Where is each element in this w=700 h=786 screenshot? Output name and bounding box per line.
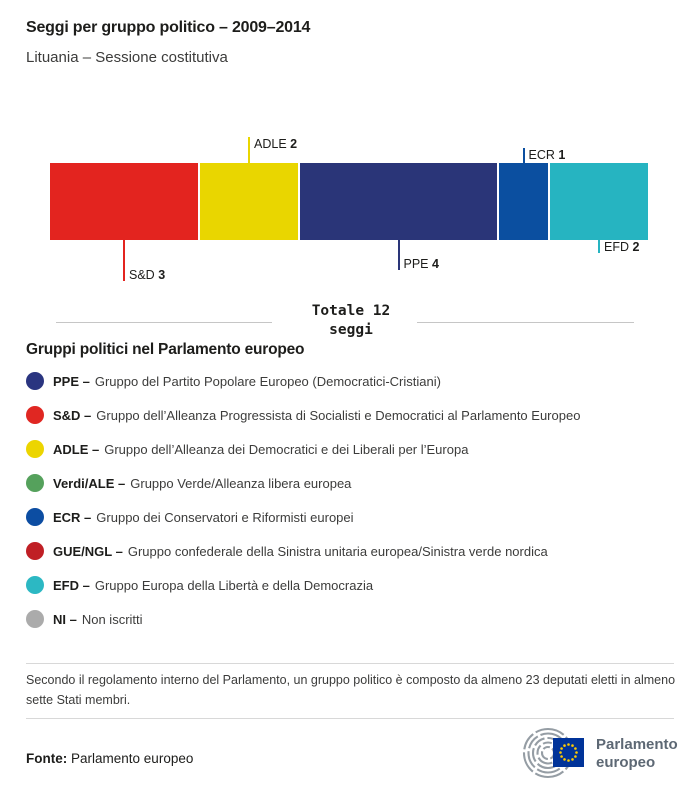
- tick-efd: [598, 240, 600, 253]
- group-name: NI –: [53, 611, 77, 627]
- legend-item-0: [26, 364, 686, 398]
- legend-item-2: [26, 432, 686, 466]
- group-description: Gruppo Verde/Alleanza libera europea: [130, 475, 352, 491]
- group-color-dot: [26, 372, 44, 390]
- tick-label-ecr: ECR 1: [528, 148, 566, 162]
- group-description: Gruppo dei Conservatori e Riformisti europei: [96, 509, 354, 525]
- bar-segment-ecr: [499, 163, 548, 240]
- total-divider-left: [56, 322, 272, 323]
- total-seats-line2: seggi: [329, 322, 373, 338]
- legend-item-5: [26, 534, 686, 568]
- group-description: Gruppo confederale della Sinistra unitaria europea/Sinistra verde nordica: [127, 543, 548, 559]
- logo-text-line1: Parlamento: [596, 736, 678, 753]
- group-name: ECR –: [53, 509, 92, 525]
- page-title: Seggi per gruppo politico – 2009–2014: [26, 19, 311, 36]
- footnote-divider-bottom: [26, 718, 674, 719]
- bar-segment-ppe: [300, 163, 497, 240]
- group-name: GUE/NGL –: [53, 543, 123, 559]
- logo-text-line2: europeo: [596, 754, 656, 771]
- parliament-logo-text: [596, 736, 678, 772]
- footnote-divider-top: [26, 663, 674, 664]
- tick-adle: [248, 137, 250, 163]
- source-line: [26, 751, 193, 766]
- tick-label-efd: EFD 2: [604, 240, 640, 254]
- group-color-dot: [26, 610, 44, 628]
- total-divider-right: [417, 322, 634, 323]
- tick-ecr: [523, 148, 525, 163]
- tick-s-d: [123, 240, 125, 281]
- group-description: Non iscritti: [81, 611, 143, 627]
- seat-bar-chart: [0, 130, 700, 290]
- group-color-dot: [26, 474, 44, 492]
- group-color-dot: [26, 440, 44, 458]
- group-description: Gruppo dell’Alleanza dei Democratici e dei Liberali per l’Europa: [104, 441, 469, 457]
- tick-label-ppe: PPE 4: [403, 257, 439, 271]
- legend-item-3: [26, 466, 686, 500]
- group-color-dot: [26, 576, 44, 594]
- page-subtitle: Lituania – Sessione costitutiva: [26, 49, 228, 66]
- tick-label-adle: ADLE 2: [254, 137, 298, 151]
- group-name: S&D –: [53, 407, 92, 423]
- european-parliament-logo: [520, 724, 690, 784]
- group-name: EFD –: [53, 577, 90, 593]
- parliament-logo-mark: [520, 724, 590, 784]
- legend-list: [26, 364, 686, 636]
- total-seats-label: [271, 302, 431, 340]
- group-name: Verdi/ALE –: [53, 475, 126, 491]
- group-description: Gruppo dell’Alleanza Progressista di Socialisti e Democratici al Parlamento Europeo: [96, 407, 581, 423]
- legend-item-6: [26, 568, 686, 602]
- legend-item-4: [26, 500, 686, 534]
- group-name: ADLE –: [53, 441, 100, 457]
- source-label: Fonte:: [26, 751, 68, 766]
- group-name: PPE –: [53, 373, 90, 389]
- group-color-dot: [26, 542, 44, 560]
- stacked-bar: [50, 163, 648, 240]
- legend-item-1: [26, 398, 686, 432]
- group-description: Gruppo Europa della Libertà e della Democrazia: [94, 577, 374, 593]
- legend-item-7: [26, 602, 686, 636]
- tick-label-s-d: S&D 3: [129, 268, 166, 282]
- footnote-text: Secondo il regolamento interno del Parlamento, un gruppo politico è composto da almeno 23 deputati eletti in almeno sette Stati membri.: [26, 673, 676, 707]
- source-value: Parlamento europeo: [71, 751, 194, 766]
- group-description: Gruppo del Partito Popolare Europeo (Democratici-Cristiani): [94, 373, 441, 389]
- total-seats-line1: Totale 12: [311, 303, 391, 319]
- bar-segment-s-d: [50, 163, 198, 240]
- legend-title: Gruppi politici nel Parlamento europeo: [26, 341, 305, 358]
- eu-flag-icon: [553, 738, 584, 767]
- group-color-dot: [26, 508, 44, 526]
- tick-ppe: [398, 240, 400, 270]
- bar-segment-adle: [200, 163, 298, 240]
- bar-segment-efd: [550, 163, 648, 240]
- group-color-dot: [26, 406, 44, 424]
